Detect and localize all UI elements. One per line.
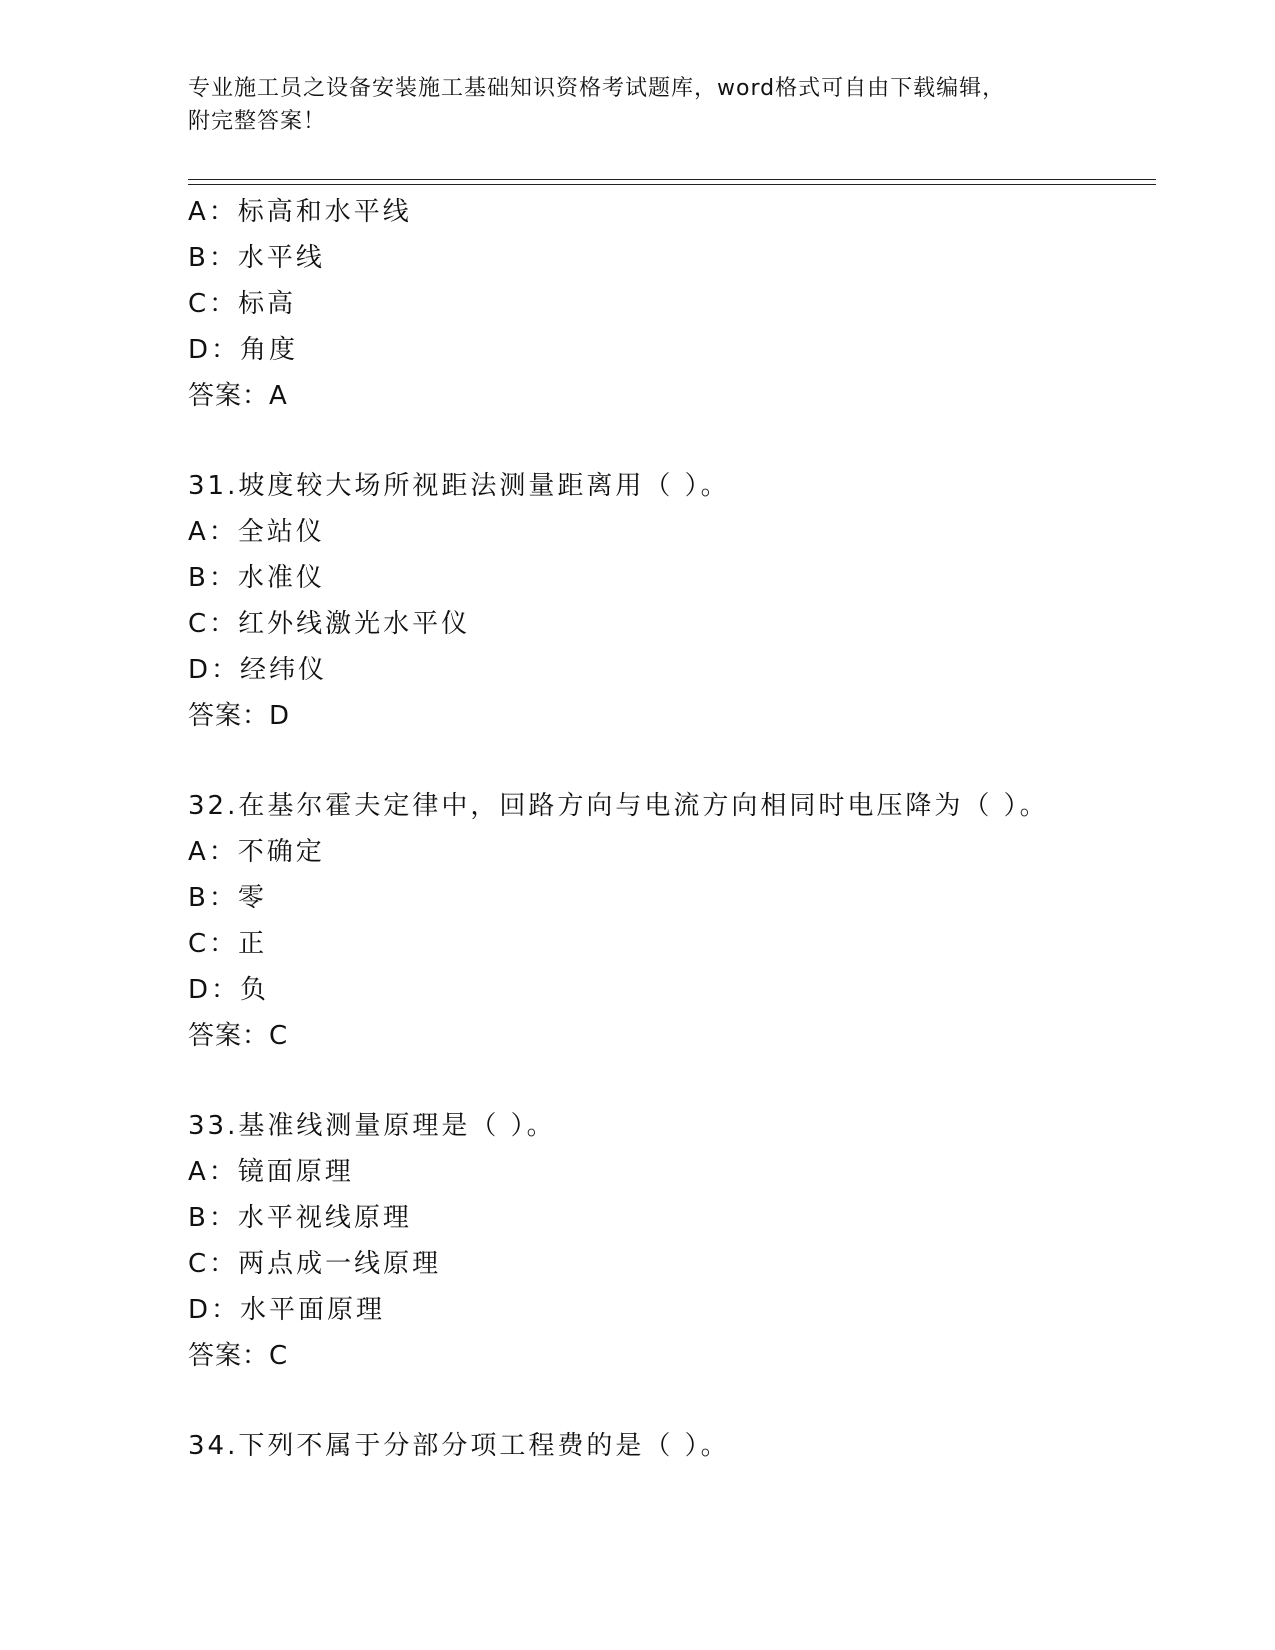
- option-d: D：水平面原理: [188, 1295, 386, 1325]
- option-a: A：镜面原理: [188, 1157, 354, 1187]
- answer-line: 答案：C: [188, 1021, 289, 1051]
- document-header: [188, 72, 1088, 138]
- header-line-2: 附完整答案！: [188, 109, 327, 134]
- answer-line: 答案：C: [188, 1341, 289, 1371]
- option-a: A：不确定: [188, 837, 325, 867]
- option-d: D：角度: [188, 335, 299, 365]
- header-divider-top: [188, 179, 1156, 180]
- option-d: D：经纬仪: [188, 655, 328, 685]
- question-block: [188, 1423, 1148, 1469]
- question-list: [188, 189, 1148, 1469]
- option-b: B：水平视线原理: [188, 1203, 412, 1233]
- question-block: [188, 1103, 1148, 1379]
- answer-line: 答案：A: [188, 381, 288, 411]
- option-a: A：标高和水平线: [188, 197, 412, 227]
- answer-line: 答案：D: [188, 701, 291, 731]
- question-text: 34.下列不属于分部分项工程费的是（ ）。: [188, 1431, 730, 1461]
- option-b: B：零: [188, 883, 267, 913]
- option-b: B：水准仪: [188, 563, 325, 593]
- option-a: A：全站仪: [188, 517, 325, 547]
- option-c: C：红外线激光水平仪: [188, 609, 471, 639]
- question-block: [188, 783, 1148, 1059]
- question-text: 33.基准线测量原理是（ ）。: [188, 1111, 556, 1141]
- option-c: C：两点成一线原理: [188, 1249, 442, 1279]
- question-text: 32.在基尔霍夫定律中，回路方向与电流方向相同时电压降为（ ）。: [188, 791, 1049, 821]
- question-block: [188, 189, 1148, 419]
- header-line-1: 专业施工员之设备安装施工基础知识资格考试题库，word格式可自由下载编辑，: [188, 76, 1006, 101]
- question-text: 31.坡度较大场所视距法测量距离用（ ）。: [188, 471, 730, 501]
- header-divider-bottom: [188, 184, 1156, 185]
- option-b: B：水平线: [188, 243, 325, 273]
- option-c: C：标高: [188, 289, 297, 319]
- question-block: [188, 463, 1148, 739]
- option-c: C：正: [188, 929, 268, 959]
- option-d: D：负: [188, 975, 270, 1005]
